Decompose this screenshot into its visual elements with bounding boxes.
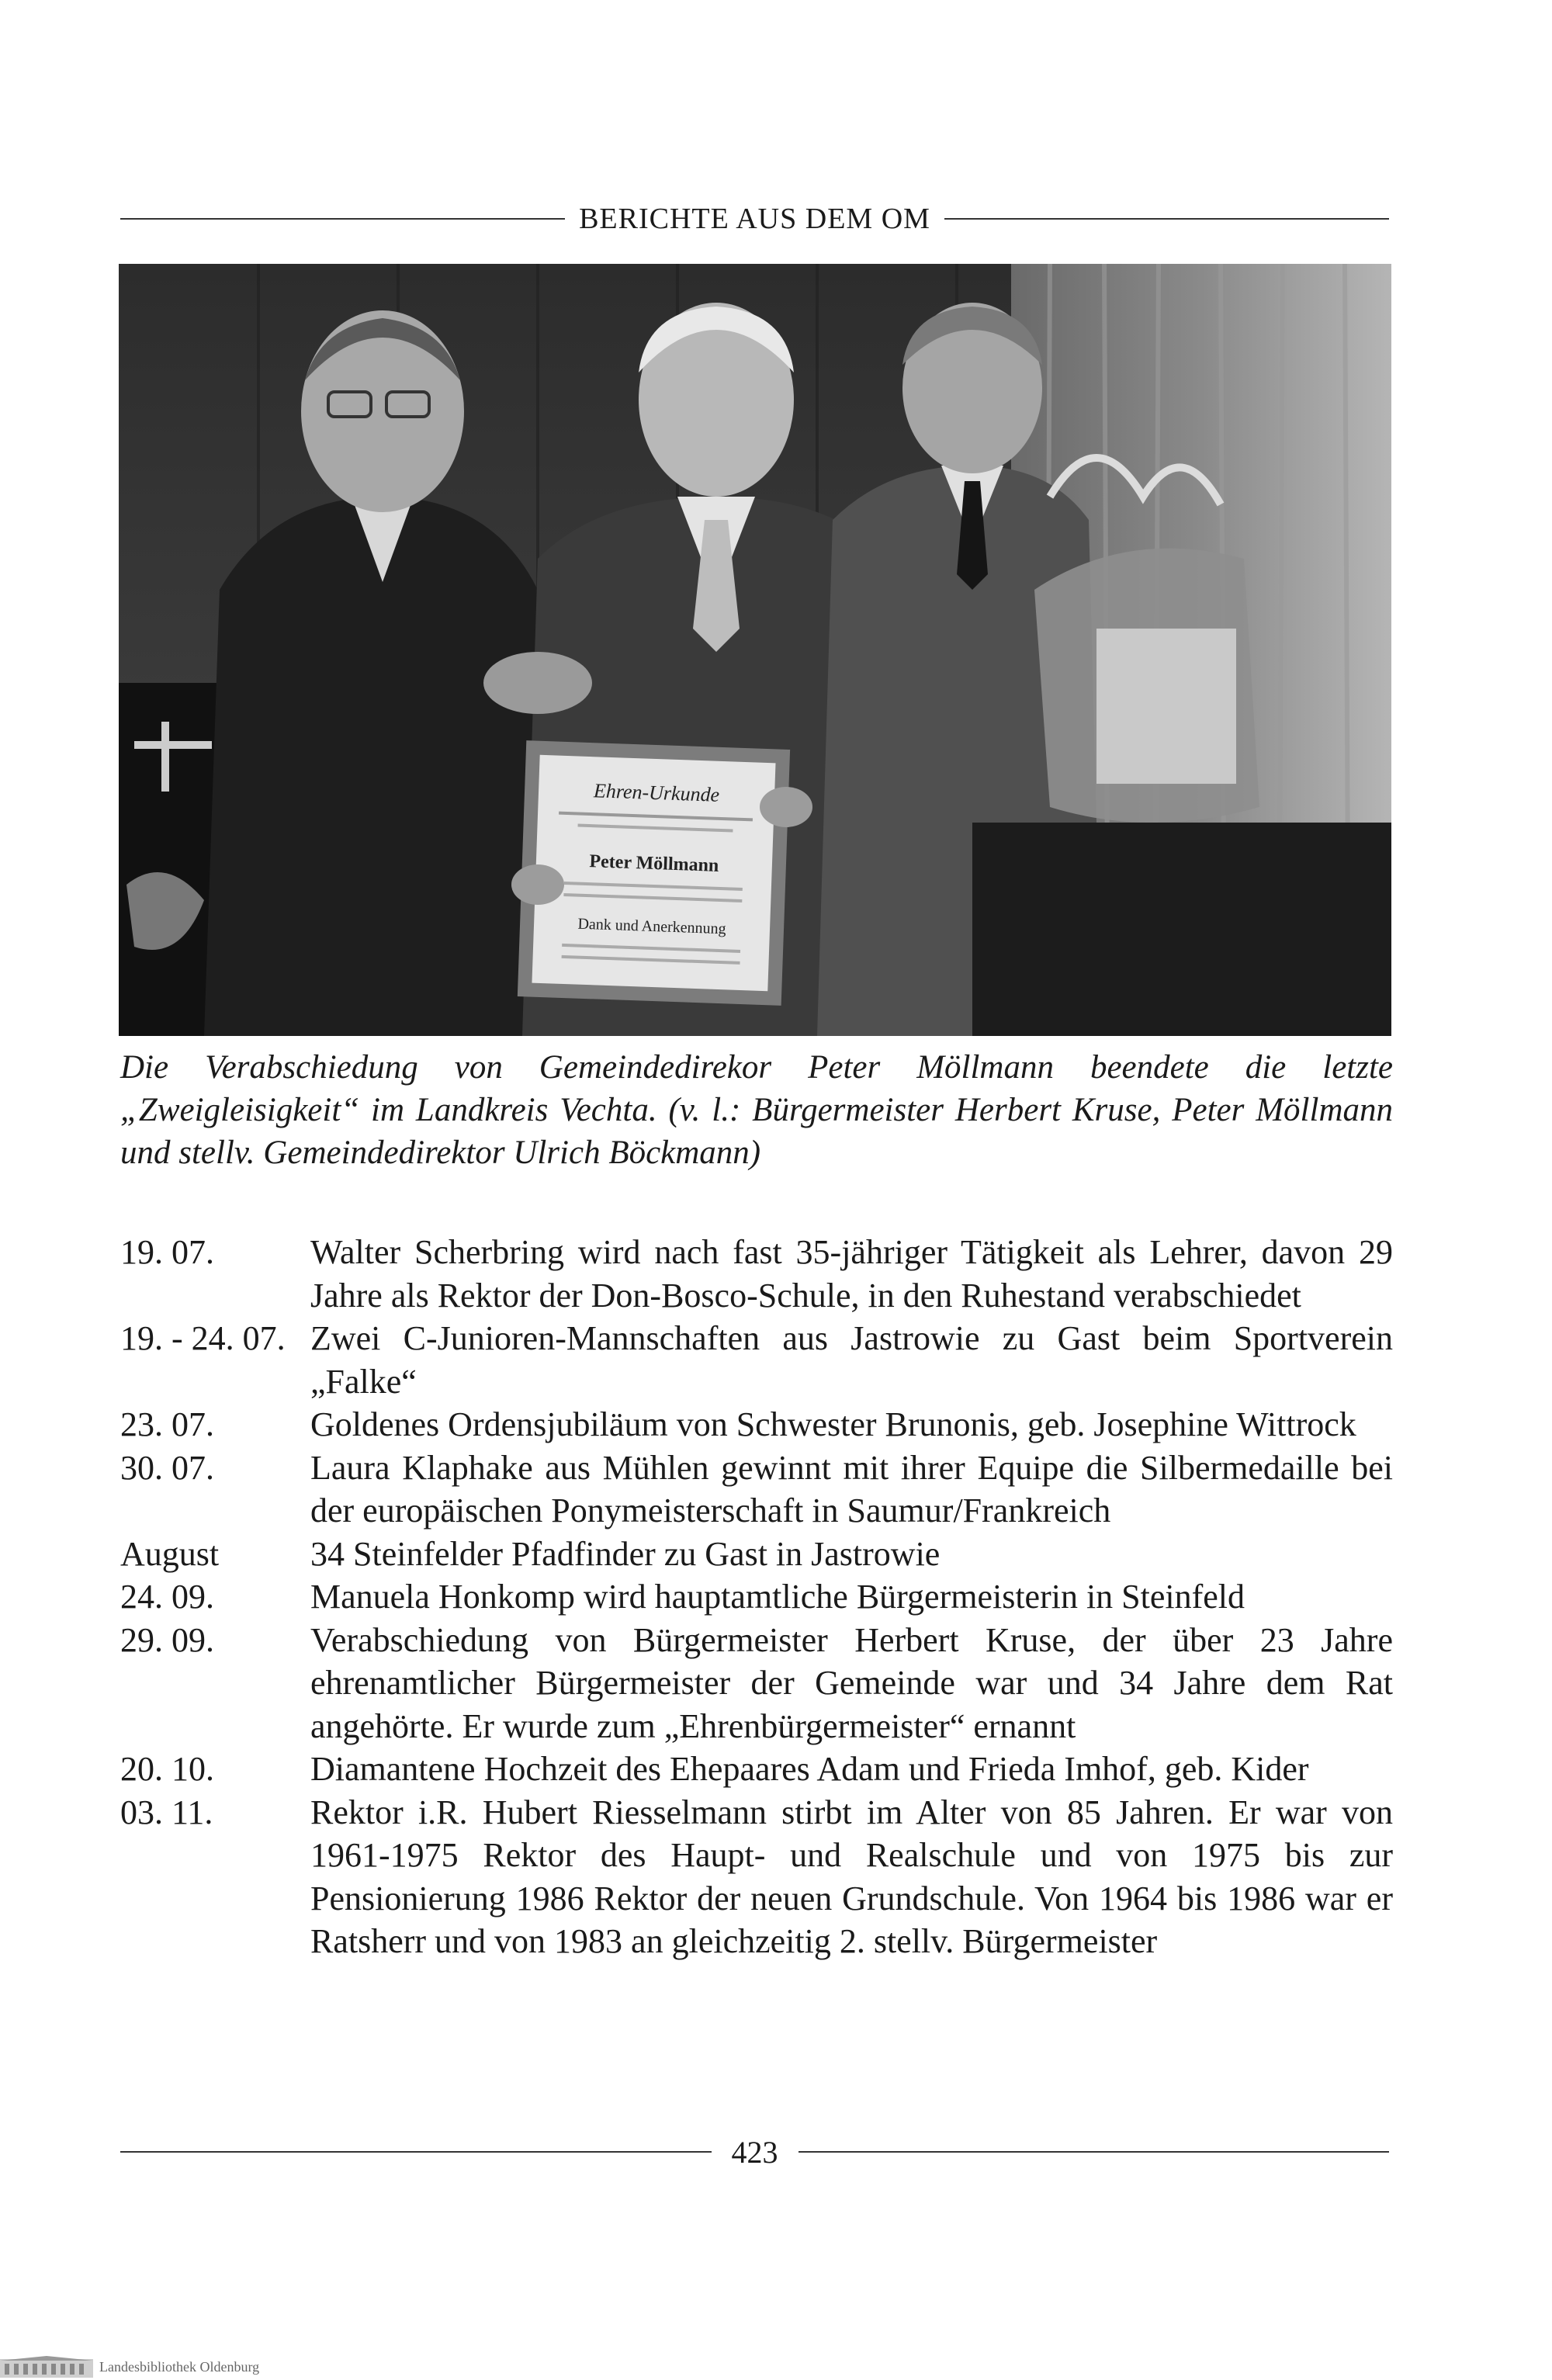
entry-date: 20. 10.: [120, 1750, 214, 1788]
chronicle-entry: [120, 1619, 1393, 1748]
chronicle-entry: [120, 1403, 1393, 1446]
page-number: 423: [731, 2134, 778, 2170]
library-building-icon: [0, 2356, 93, 2378]
entry-date: 30. 07.: [120, 1448, 214, 1487]
library-stamp: [0, 2356, 259, 2378]
running-header: [120, 194, 1389, 244]
photo-caption: Die Verabschiedung von Gemeindedirekor Peter Möllmann beendete die letzte „Zweigleisigkeit“ im Landkreis Vechta. (v. l.: Bürgermeister Herbert Kruse, Peter Möllmann und stellv. Gemeindedirektor Ulrich Böckmann): [120, 1049, 1393, 1171]
header-rule-left: [120, 218, 565, 220]
chronicle-entry: [120, 1575, 1393, 1619]
chronicle-entry: [120, 1231, 1393, 1317]
entry-text: Rektor i.R. Hubert Riesselmann stirbt im Alter von 85 Jahren. Er war von 1961-1975 Rektor des Haupt- und Realschule und von 1975 bis zur Pensionierung 1986 Rektor der neuen Grundschule. Von 1964 bis 1986 war er Ratsherr und von 1983 an gleichzeitig 2. stellv. Bürgermeister: [310, 1793, 1393, 1960]
entry-text: 34 Steinfelder Pfadfinder zu Gast in Jastrowie: [310, 1534, 941, 1573]
entry-text: Diamantene Hochzeit des Ehepaares Adam und Frieda Imhof, geb. Kider: [310, 1750, 1309, 1788]
chronicle-entry: [120, 1748, 1393, 1791]
chronicle-entry: [120, 1791, 1393, 1963]
certificate-name: Peter Möllmann: [589, 851, 719, 876]
entry-date: 19. 07.: [120, 1233, 214, 1271]
certificate-line: Dank und Anerkennung: [577, 915, 726, 938]
header-title: BERICHTE AUS DEM OM: [579, 203, 930, 235]
entry-text: Zwei C-Junioren-Mannschaften aus Jastrowie zu Gast beim Sportverein „Falke“: [310, 1319, 1393, 1401]
header-rule-right: [944, 218, 1389, 220]
footer-rule-left: [120, 2151, 712, 2153]
award-photo: [119, 264, 1391, 1036]
entry-text: Manuela Honkomp wird hauptamtliche Bürgermeisterin in Steinfeld: [310, 1578, 1245, 1616]
chronicle-entry: [120, 1446, 1393, 1533]
entry-text: Walter Scherbring wird nach fast 35-jähriger Tätigkeit als Lehrer, davon 29 Jahre als Rektor der Don-Bosco-Schule, in den Ruhestand verabschiedet: [310, 1233, 1393, 1315]
entry-text: Goldenes Ordensjubiläum von Schwester Brunonis, geb. Josephine Wittrock: [310, 1405, 1356, 1443]
entry-date: 24. 09.: [120, 1578, 214, 1616]
chronicle-list: [120, 1231, 1393, 1963]
footer-rule-right: [799, 2151, 1390, 2153]
chronicle-entry: [120, 1533, 1393, 1576]
entry-text: Laura Klaphake aus Mühlen gewinnt mit ihrer Equipe die Silbermedaille bei der europäischen Ponymeisterschaft in Saumur/Frankreich: [310, 1448, 1393, 1530]
page-footer: [120, 2132, 1389, 2171]
chronicle-entry: [120, 1317, 1393, 1403]
entry-date: 29. 09.: [120, 1620, 214, 1659]
entry-text: Verabschiedung von Bürgermeister Herbert Kruse, der über 23 Jahre ehrenamtlicher Bürgermeister der Gemeinde war und 34 Jahre dem Rat angehörte. Er wurde zum „Ehrenbürgermeister“ ernannt: [310, 1620, 1393, 1745]
entry-date: 03. 11.: [120, 1793, 213, 1831]
library-stamp-label: Landesbibliothek Oldenburg: [99, 2358, 260, 2375]
entry-date: 19. - 24. 07.: [120, 1319, 286, 1357]
entry-date: 23. 07.: [120, 1405, 214, 1443]
entry-date: August: [120, 1534, 220, 1573]
certificate-heading: Ehren-Urkunde: [593, 779, 720, 806]
